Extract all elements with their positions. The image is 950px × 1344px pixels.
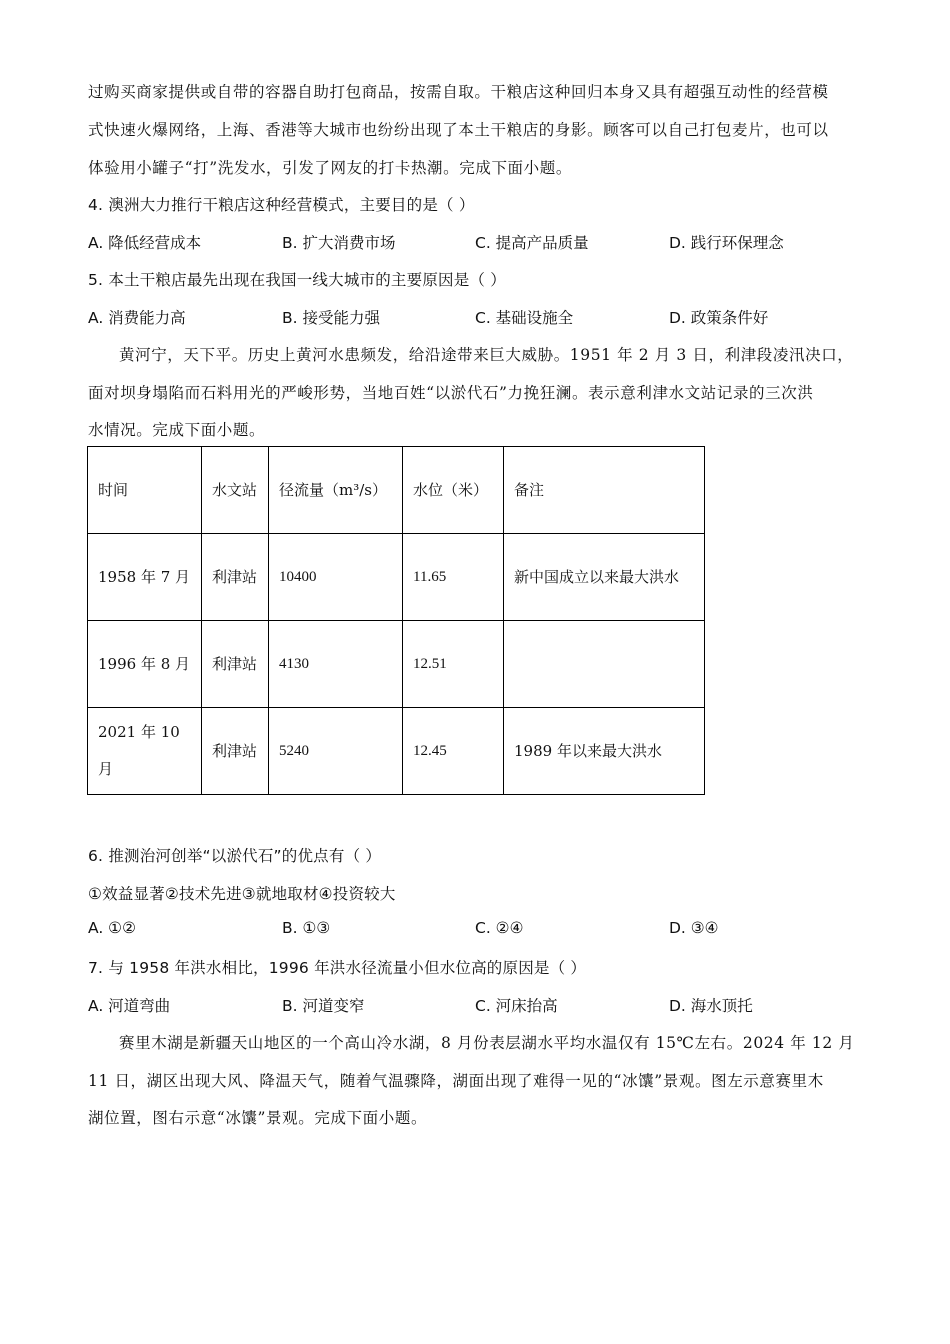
table-row [88, 534, 705, 621]
passage-3-line-3: 湖位置，图右示意“冰馕”景观。完成下面小题。 [88, 1109, 428, 1127]
question-6-option-d: D. ③④ [669, 919, 719, 937]
passage-3-line-2: 11 日，湖区出现大风、降温天气，随着气温骤降，湖面出现了难得一见的“冰馕”景观。图左示意赛里木 [88, 1072, 824, 1090]
cell-time: 2021 年 10 月 [88, 708, 202, 795]
header-station: 水文站 [202, 447, 269, 534]
header-discharge: 径流量（m³/s） [269, 447, 403, 534]
question-5-option-b: B. 接受能力强 [282, 309, 380, 327]
header-remarks: 备注 [504, 447, 705, 534]
intro-line-1: 过购买商家提供或自带的容器自助打包商品，按需自取。干粮店这种回归本身又具有超强互动性的经营模 [88, 83, 829, 101]
question-7-option-c: C. 河床抬高 [475, 997, 558, 1015]
cell-station: 利津站 [202, 621, 269, 708]
flood-data-table [87, 446, 705, 795]
intro-line-3: 体验用小罐子“打”洗发水，引发了网友的打卡热潮。完成下面小题。 [88, 159, 572, 177]
question-6-stem: 6. 推测治河创举“以淤代石”的优点有（ ） [88, 847, 382, 865]
question-5-stem: 5. 本土干粮店最先出现在我国一线大城市的主要原因是（ ） [88, 271, 506, 289]
cell-water-level: 12.45 [403, 708, 504, 795]
question-4-option-a: A. 降低经营成本 [88, 234, 202, 252]
question-4-option-b: B. 扩大消费市场 [282, 234, 396, 252]
question-7-option-a: A. 河道弯曲 [88, 997, 171, 1015]
question-6-option-b: B. ①③ [282, 919, 331, 937]
table-row [88, 621, 705, 708]
cell-discharge: 10400 [269, 534, 403, 621]
question-4-option-d: D. 践行环保理念 [669, 234, 784, 252]
cell-station: 利津站 [202, 708, 269, 795]
cell-discharge: 5240 [269, 708, 403, 795]
cell-water-level: 11.65 [403, 534, 504, 621]
question-5-option-a: A. 消费能力高 [88, 309, 186, 327]
table-row [88, 708, 705, 795]
cell-station: 利津站 [202, 534, 269, 621]
passage-2-line-1: 黄河宁，天下平。历史上黄河水患频发，给沿途带来巨大威胁。1951 年 2 月 3 日，利津段凌汛决口， [119, 346, 854, 364]
cell-time: 1996 年 8 月 [88, 621, 202, 708]
table-header-row [88, 447, 705, 534]
passage-2-line-2: 面对坝身塌陷而石料用光的严峻形势，当地百姓“以淤代石”力挽狂澜。表示意利津水文站记录的三次洪 [88, 384, 814, 402]
passage-3-line-1: 赛里木湖是新疆天山地区的一个高山冷水湖，8 月份表层湖水平均水温仅有 15℃左右。2024 年 12 月 [119, 1034, 855, 1052]
question-5-option-c: C. 基础设施全 [475, 309, 574, 327]
intro-line-2: 式快速火爆网络，上海、香港等大城市也纷纷出现了本土干粮店的身影。顾客可以自己打包麦片，也可以 [88, 121, 829, 139]
question-6-option-a: A. ①② [88, 919, 136, 937]
header-time: 时间 [88, 447, 202, 534]
header-water-level: 水位（米） [403, 447, 504, 534]
cell-time: 1958 年 7 月 [88, 534, 202, 621]
question-7-option-d: D. 海水顶托 [669, 997, 753, 1015]
cell-remarks: 新中国成立以来最大洪水 [504, 534, 705, 621]
cell-discharge: 4130 [269, 621, 403, 708]
cell-remarks [504, 621, 705, 708]
question-6-items: ①效益显著②技术先进③就地取材④投资较大 [88, 885, 396, 903]
passage-2-line-3: 水情况。完成下面小题。 [88, 421, 266, 439]
question-4-stem: 4. 澳洲大力推行干粮店这种经营模式，主要目的是（ ） [88, 196, 475, 214]
question-7-option-b: B. 河道变窄 [282, 997, 365, 1015]
question-6-option-c: C. ②④ [475, 919, 524, 937]
cell-water-level: 12.51 [403, 621, 504, 708]
question-7-stem: 7. 与 1958 年洪水相比，1996 年洪水径流量小但水位高的原因是（ ） [88, 959, 587, 977]
question-5-option-d: D. 政策条件好 [669, 309, 769, 327]
question-4-option-c: C. 提高产品质量 [475, 234, 589, 252]
cell-remarks: 1989 年以来最大洪水 [504, 708, 705, 795]
